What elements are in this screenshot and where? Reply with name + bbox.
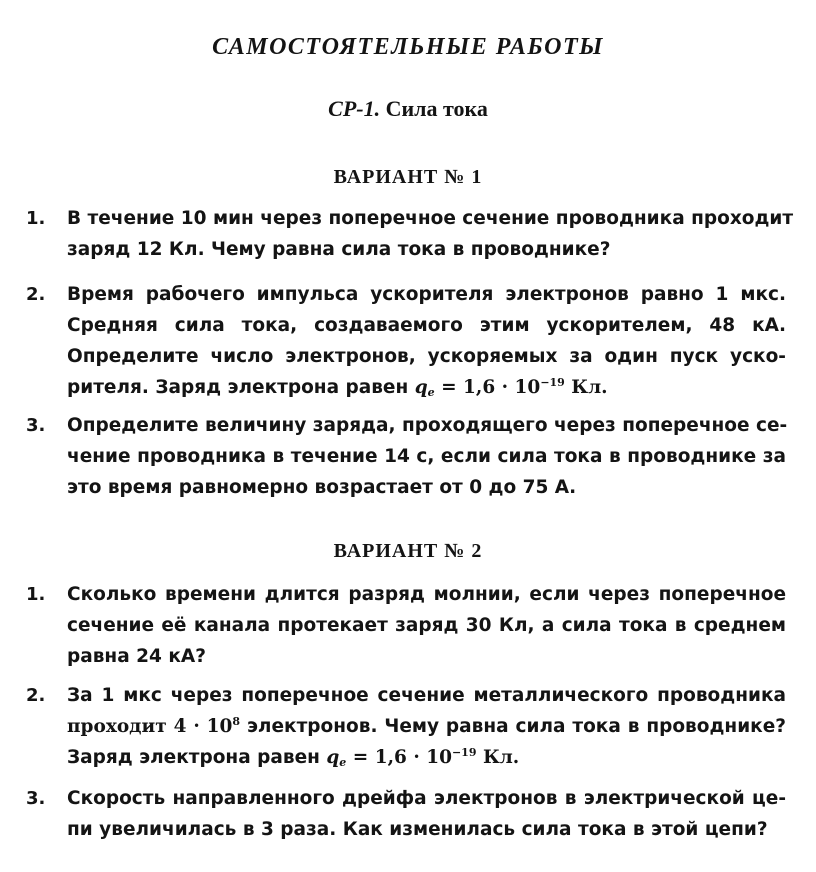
task-line: Средняя сила тока, создаваемого этим ускорителем, 48 кА. <box>67 315 786 336</box>
task-line: это время равномерно возрастает от 0 до 75 А. <box>67 477 577 498</box>
variant-2-task-3 <box>26 783 786 845</box>
task-line: Сколько времени длится разряд молнии, если через поперечное <box>67 584 786 605</box>
variant-2-task-1 <box>26 579 786 672</box>
electron-charge-formula <box>415 377 608 398</box>
task-line <box>67 372 786 403</box>
variant-2-title: ВАРИАНТ № 2 <box>333 540 483 562</box>
task-text <box>67 410 786 503</box>
task-number: 1. <box>26 584 46 605</box>
task-line: За 1 мкс через поперечное сечение металлического проводника <box>67 685 786 706</box>
formula-value: = 1,6 · 10 <box>441 377 541 398</box>
formula-unit: Кл. <box>482 747 520 768</box>
formula-exponent: −19 <box>451 746 477 759</box>
task-number: 2. <box>26 284 46 305</box>
formula-symbol: q <box>414 377 428 398</box>
variant-2-task-2 <box>26 680 786 773</box>
formula-prefix: проходит 4 · 10 <box>67 716 233 737</box>
formula-unit: Кл. <box>571 377 608 398</box>
variant-1-task-2 <box>26 279 786 403</box>
variant-1-title: ВАРИАНТ № 1 <box>333 166 483 188</box>
task-line-text: электронов. Чему равна сила тока в проводнике? <box>246 716 786 737</box>
task-number: 3. <box>26 788 46 809</box>
variant-1-task-3 <box>26 410 786 503</box>
task-number: 3. <box>26 415 46 436</box>
task-text <box>67 579 786 672</box>
task-line: равна 24 кА? <box>67 646 206 667</box>
formula-subscript: e <box>427 386 435 399</box>
task-line <box>67 742 786 773</box>
formula-subscript: e <box>339 756 347 769</box>
task-text <box>67 279 786 403</box>
task-number: 1. <box>26 208 46 229</box>
page-title: САМОСТОЯТЕЛЬНЫЕ РАБОТЫ <box>212 34 604 60</box>
task-line: заряд 12 Кл. Чему равна сила тока в проводнике? <box>67 239 611 260</box>
work-number: СР-1. <box>328 96 381 121</box>
task-line: сечение её канала протекает заряд 30 Кл, а сила тока в среднем <box>67 615 786 636</box>
task-number: 2. <box>26 685 46 706</box>
electron-count-formula <box>67 716 240 737</box>
task-text <box>67 203 794 265</box>
formula-exponent: −19 <box>540 376 565 389</box>
task-line-text: Заряд электрона равен <box>67 747 320 768</box>
work-heading <box>0 96 816 122</box>
task-line: Скорость направленного дрейфа электронов в электрической це- <box>67 788 786 809</box>
formula-value: = 1,6 · 10 <box>352 747 452 768</box>
task-line: Определите величину заряда, проходящего через поперечное се- <box>67 415 788 436</box>
task-line <box>67 711 786 742</box>
electron-charge-formula <box>326 747 519 768</box>
formula-exponent: 8 <box>232 715 241 728</box>
variant-1-task-1 <box>26 203 794 265</box>
task-line: чение проводника в течение 14 с, если сила тока в проводнике за <box>67 446 786 467</box>
work-title: Сила тока <box>385 96 488 121</box>
formula-symbol: q <box>326 747 340 768</box>
task-text <box>67 680 786 773</box>
task-line: Определите число электронов, ускоряемых за один пуск уско- <box>67 346 786 367</box>
task-line: В течение 10 мин через поперечное сечение проводника проходит <box>67 208 794 229</box>
task-line: Время рабочего импульса ускорителя электронов равно 1 мкс. <box>67 284 786 305</box>
task-text <box>67 783 786 845</box>
task-line-text: рителя. Заряд электрона равен <box>67 377 409 398</box>
task-line: пи увеличилась в 3 раза. Как изменилась сила тока в этой цепи? <box>67 819 768 840</box>
